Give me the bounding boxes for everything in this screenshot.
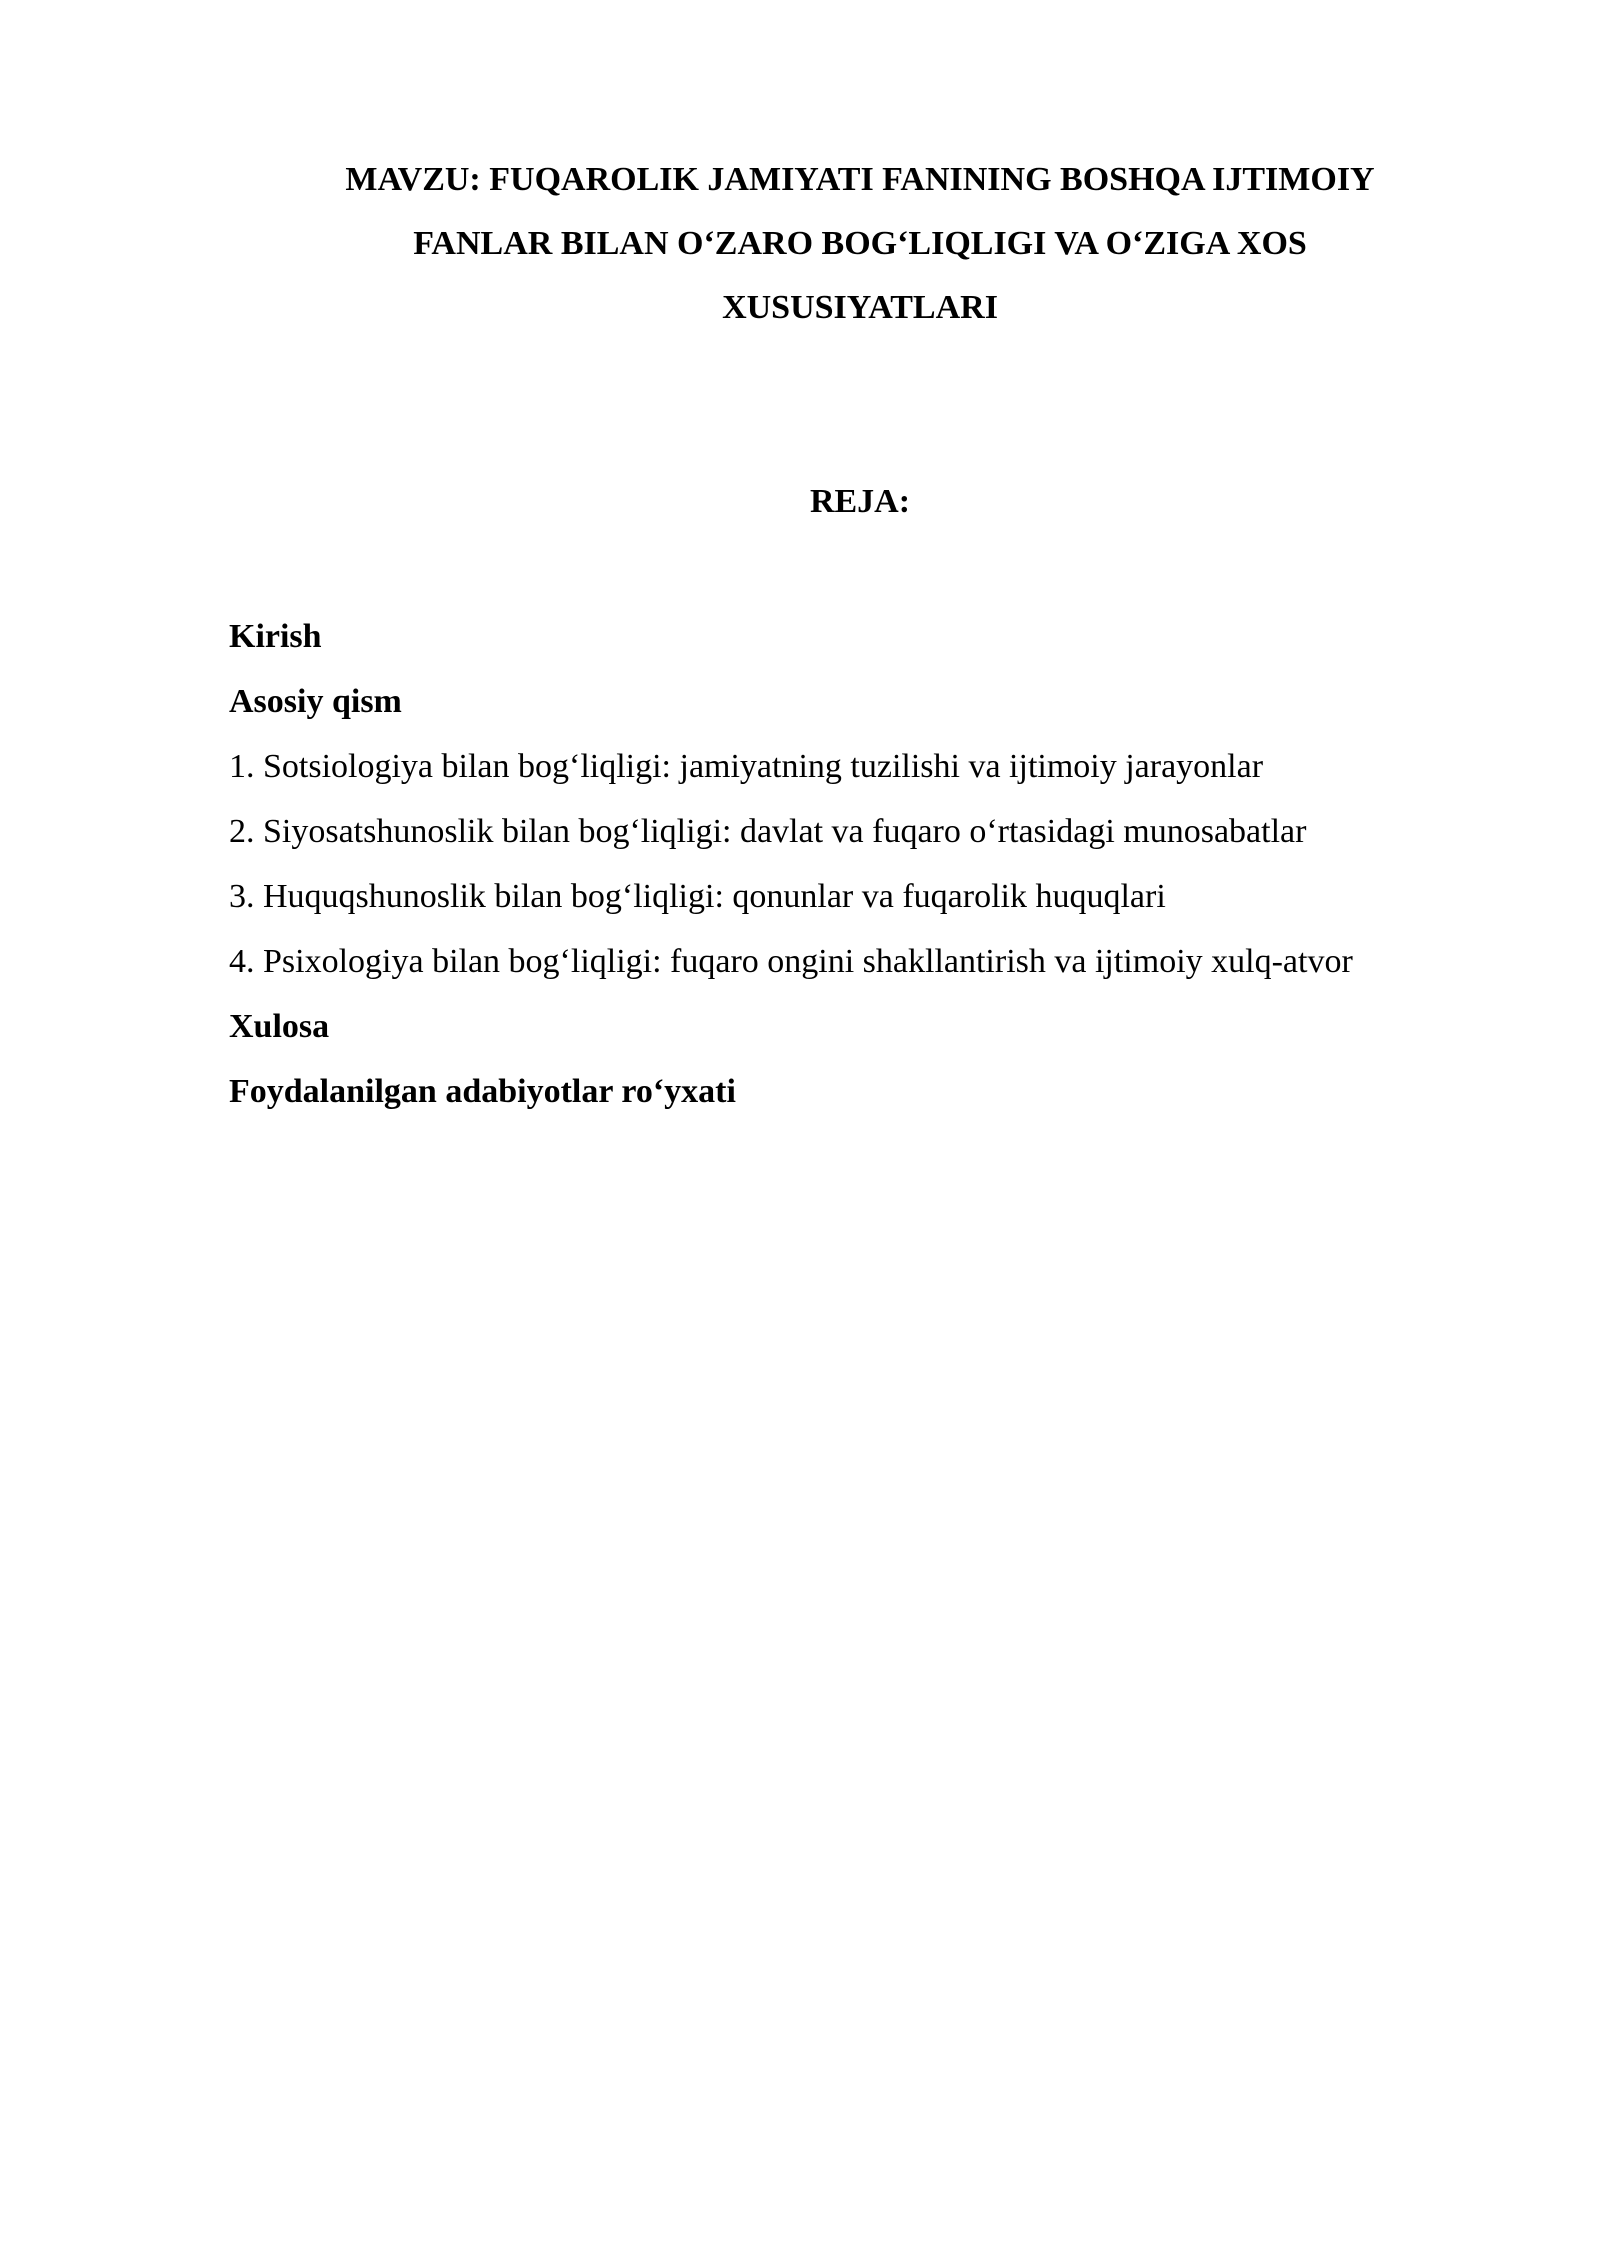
- plan-main-part: Asosiy qism: [229, 683, 402, 720]
- title-line-2: FANLAR BILAN O‘ZARO BOG‘LIQLIGI VA O‘ZIGA XOS: [413, 225, 1307, 262]
- plan-heading: REJA:: [809, 483, 911, 520]
- plan-item-1: 1. Sotsiologiya bilan bog‘liqligi: jamiyatning tuzilishi va ijtimoiy jarayonlar: [229, 748, 1264, 785]
- plan-list: [229, 604, 1353, 1124]
- title-line-3: XUSUSIYATLARI: [722, 289, 998, 326]
- plan-intro: Kirish: [229, 618, 322, 655]
- plan-item-2: 2. Siyosatshunoslik bilan bog‘liqligi: davlat va fuqaro o‘rtasidagi munosabatlar: [229, 813, 1307, 850]
- title-line-1: MAVZU: FUQAROLIK JAMIYATI FANINING BOSHQA IJTIMOIY: [345, 161, 1375, 198]
- plan-item-3: 3. Huquqshunoslik bilan bog‘liqligi: qonunlar va fuqarolik huquqlari: [229, 878, 1166, 915]
- plan-item-4: 4. Psixologiya bilan bog‘liqligi: fuqaro ongini shakllantirish va ijtimoiy xulq-atvor: [229, 943, 1353, 980]
- plan-conclusion: Xulosa: [229, 1008, 330, 1045]
- plan-references: Foydalanilgan adabiyotlar ro‘yxati: [229, 1073, 736, 1110]
- document-title: [200, 148, 1520, 340]
